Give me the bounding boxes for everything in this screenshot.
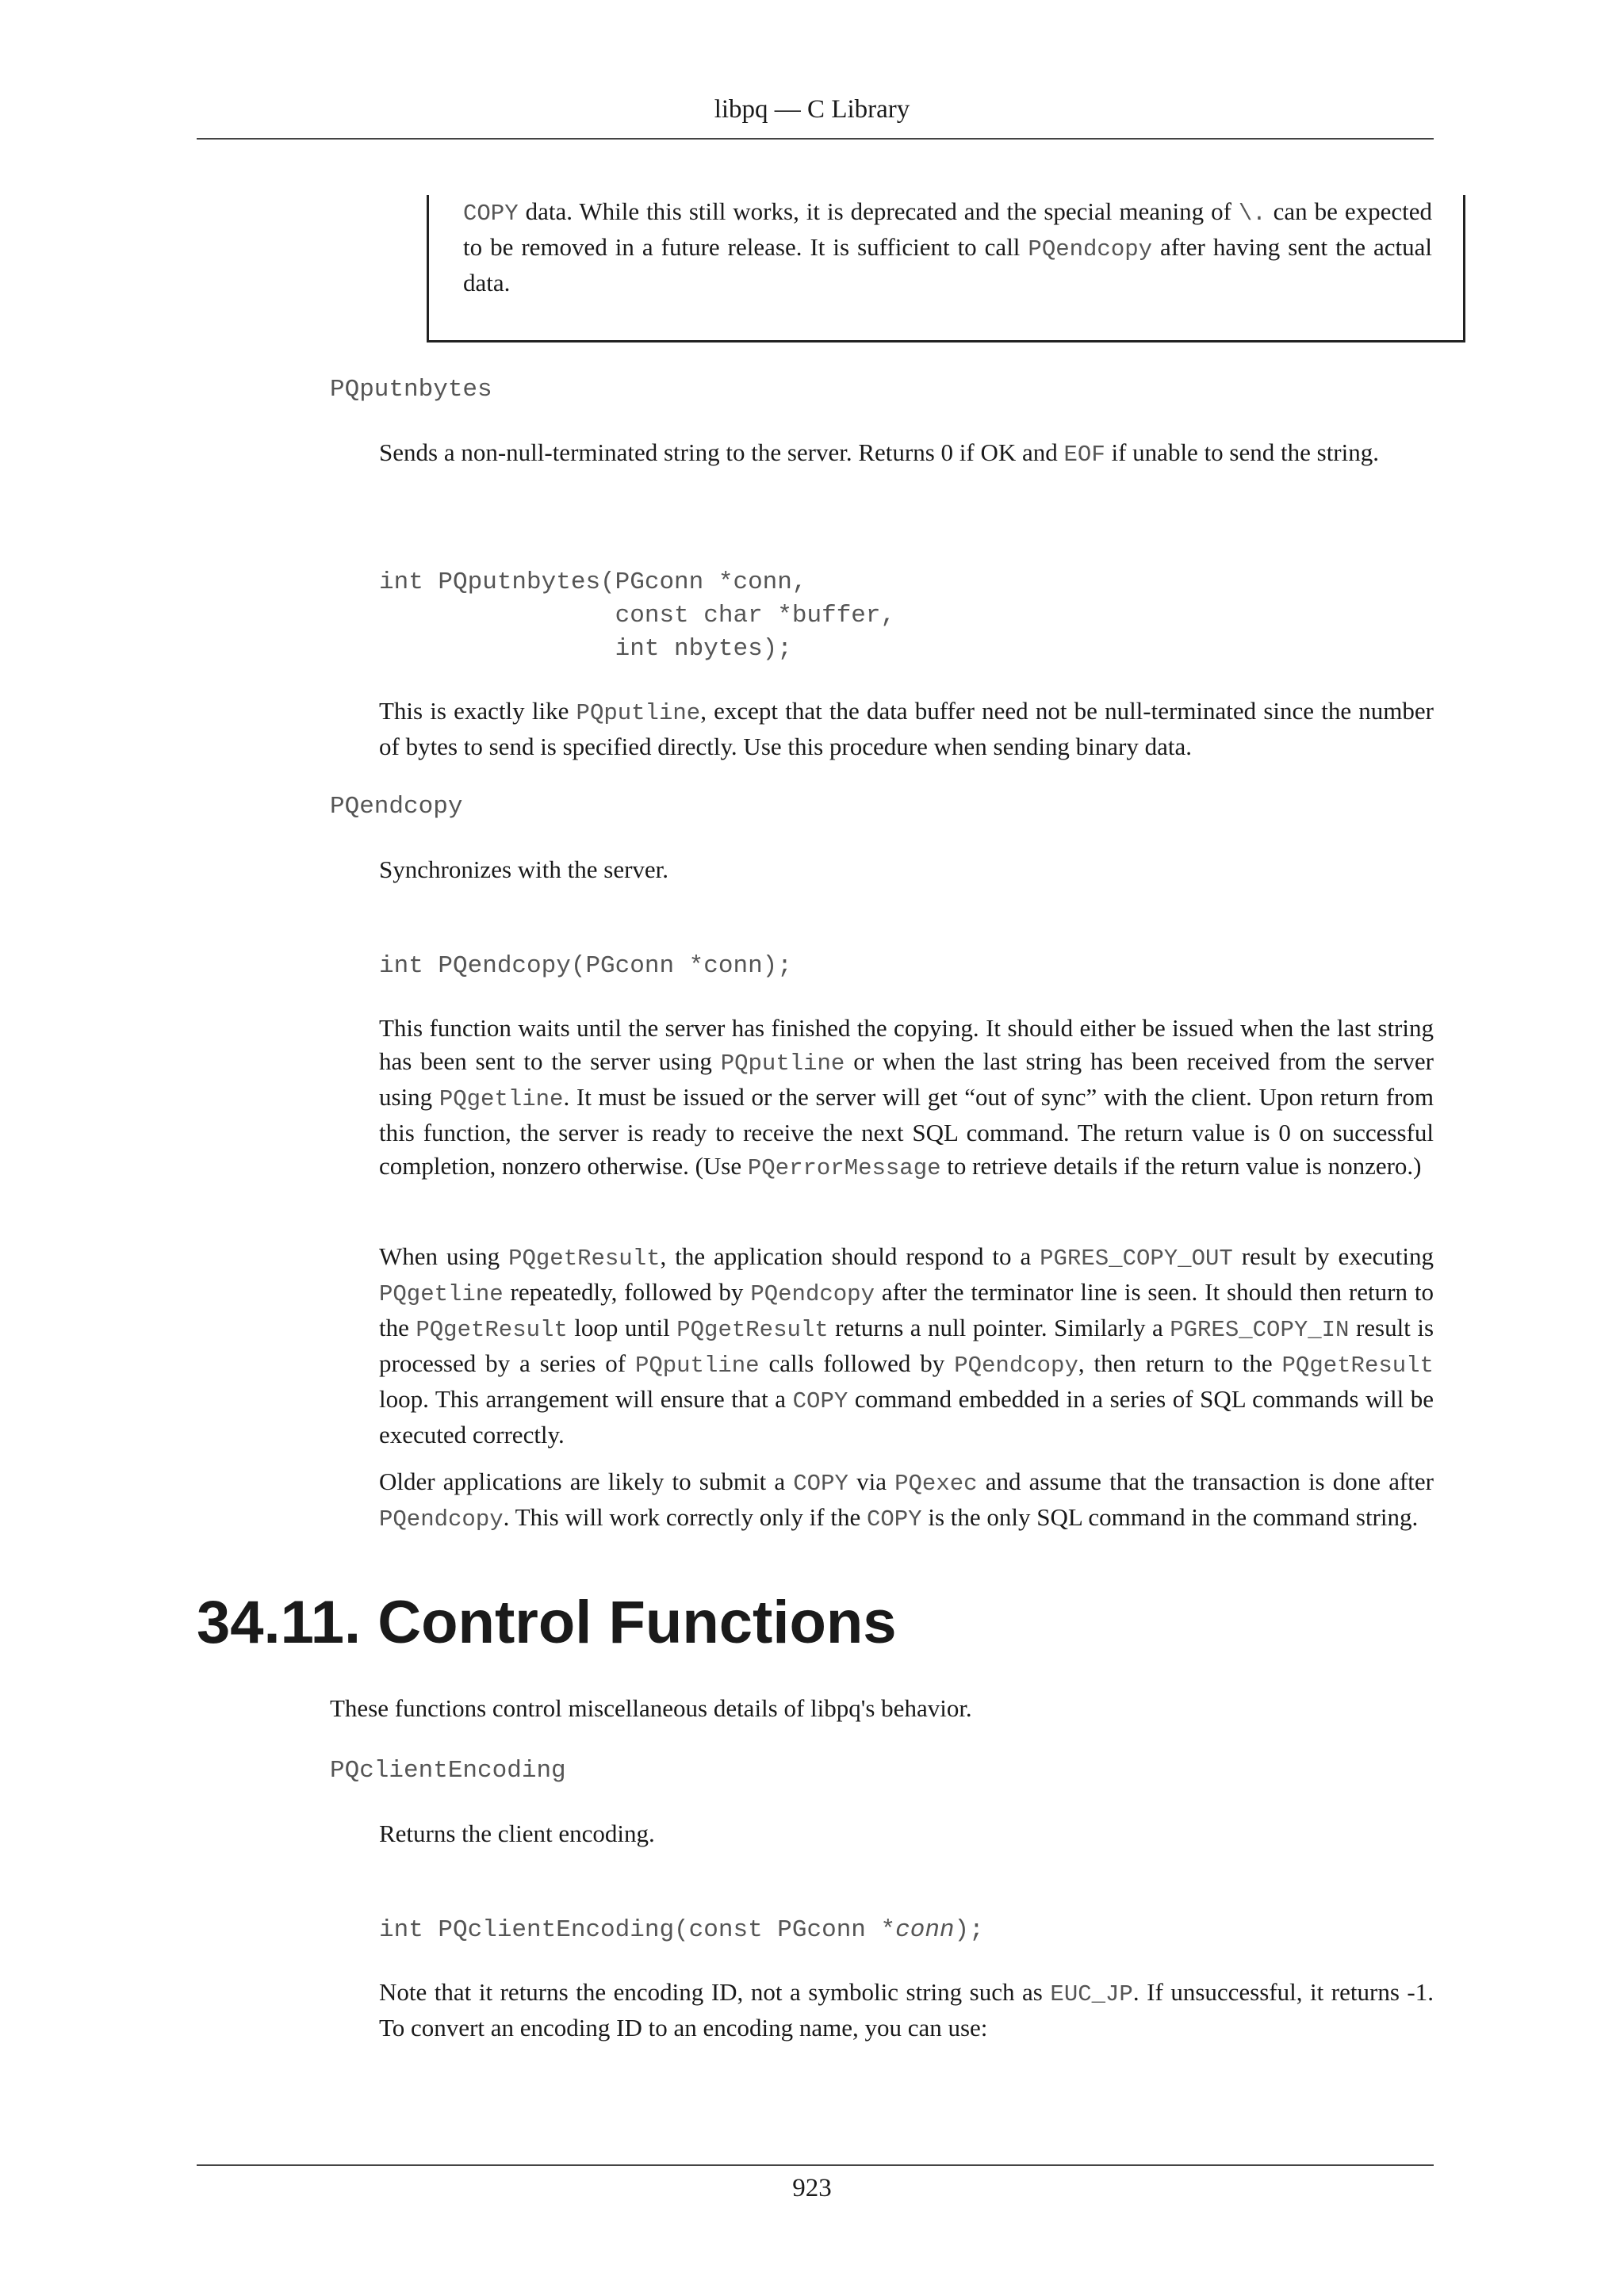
text-run: command embedded in a series of SQL commands will be executed correctly. [379, 1385, 1434, 1448]
text-run: repeatedly, followed by [503, 1278, 751, 1306]
inline-code: COPY [793, 1471, 848, 1497]
inline-code: PQputline [720, 1050, 845, 1077]
inline-code: EUC_JP [1050, 1981, 1133, 2007]
text-run: after the terminator line is seen. It should then return to the [379, 1278, 1434, 1341]
pqendcopy-description: Synchronizes with the server. [379, 855, 669, 883]
text-run: via [848, 1468, 895, 1495]
text-run: Older applications are likely to submit a [379, 1468, 794, 1495]
pqendcopy-paragraph-2 [379, 1240, 1434, 1452]
text-run: returns a null pointer. Similarly a [828, 1314, 1170, 1341]
inline-code: PGRES_COPY_OUT [1040, 1246, 1233, 1272]
inline-code: PQputline [634, 1353, 760, 1379]
pqclientencoding-note [379, 1976, 1434, 2045]
text-run: can be expected to be removed in a future release. It is sufficient to call [463, 197, 1432, 261]
text-run: loop. This arrangement will ensure that a [379, 1385, 793, 1413]
note-text [463, 195, 1432, 300]
section-heading: 34.11. Control Functions [197, 1589, 897, 1656]
pqclientencoding-description: Returns the client encoding. [379, 1820, 655, 1847]
inline-code: PQgetline [379, 1281, 504, 1307]
param-conn: conn [895, 1916, 955, 1944]
pqendcopy-paragraph-1 [379, 1012, 1434, 1185]
text-run: This function waits until the server has finished the copying. It should either be issued when the last string has been sent to the server using [379, 1014, 1434, 1075]
text-run: result is processed by a series of [379, 1314, 1434, 1377]
inline-code: PQerrorMessage [747, 1155, 941, 1181]
inline-code: PQgetResult [508, 1246, 661, 1272]
pqputnbytes-description [379, 436, 1434, 472]
text-run: loop until [567, 1314, 677, 1341]
pqputnbytes-detail [379, 695, 1434, 763]
text-run: and assume that the transaction is done after [977, 1468, 1434, 1495]
pqclientencoding-signature: int PQclientEncoding(const PGconn *conn); [379, 1916, 984, 1944]
pqputnbytes-signature: int PQputnbytes(PGconn *conn, const char *buffer, int nbytes); [379, 568, 896, 663]
text-run: Sends a non-null-terminated string to the server. Returns 0 if OK and [379, 438, 1064, 466]
inline-code: PQputline [576, 700, 701, 726]
running-header: libpq — C Library [714, 95, 910, 124]
text-run: calls followed by [759, 1349, 955, 1377]
text-run: . If unsuccessful, it returns -1. To convert an encoding ID to an encoding name, you can use: [379, 1978, 1434, 2042]
inline-code: PQendcopy [1028, 236, 1153, 262]
inline-code: COPY [866, 1506, 922, 1533]
inline-code: \. [1238, 201, 1266, 227]
text-run: Note that it returns the encoding ID, not a symbolic string such as [379, 1978, 1051, 2006]
inline-code: PQendcopy [750, 1281, 875, 1307]
text-run: , except that the data buffer need not be null-terminated since the number of bytes to send is specified directly. Use this procedure when sending binary data. [379, 697, 1434, 760]
text-run: , the application should respond to a [660, 1242, 1040, 1270]
term-pqclientencoding: PQclientEncoding [330, 1757, 566, 1785]
inline-code: PQendcopy [954, 1353, 1078, 1379]
text-run: after having sent the actual data. [463, 233, 1432, 297]
inline-code: PQgetline [439, 1086, 564, 1112]
text-run: to retrieve details if the return value is nonzero.) [940, 1152, 1422, 1180]
text-run: if unable to send the string. [1105, 438, 1379, 466]
text-run: result by executing [1232, 1242, 1434, 1270]
inline-code: PQgetResult [676, 1317, 829, 1343]
text-run: data. While this still works, it is deprecated and the special meaning of [518, 197, 1239, 225]
inline-code: COPY [792, 1388, 848, 1414]
text-run: When using [379, 1242, 509, 1270]
inline-code: COPY [463, 201, 519, 227]
inline-code: PQgetResult [1281, 1353, 1434, 1379]
inline-code: EOF [1063, 442, 1105, 468]
text-run: This is exactly like [379, 697, 576, 725]
text-run: . It must be issued or the server will get “out of sync” with the client. Upon return from this function, the server is ready to receive the next SQL command. The return value is 0 on successful completion, nonzero otherwise. (Use [379, 1083, 1434, 1180]
inline-code: PGRES_COPY_IN [1170, 1317, 1350, 1343]
text-run: is the only SQL command in the command string. [921, 1503, 1419, 1531]
pqendcopy-signature: int PQendcopy(PGconn *conn); [379, 952, 792, 980]
text-run: or when the last string has been received from the server using [379, 1047, 1434, 1111]
header-rule [197, 138, 1434, 140]
inline-code: PQexec [894, 1471, 978, 1497]
inline-code: PQendcopy [379, 1506, 504, 1533]
text-run: , then return to the [1078, 1349, 1282, 1377]
page-number: 923 [792, 2174, 832, 2202]
footer-rule [197, 2164, 1434, 2166]
section-intro: These functions control miscellaneous details of libpq's behavior. [330, 1694, 972, 1722]
pqendcopy-paragraph-3 [379, 1465, 1434, 1536]
term-pqputnbytes: PQputnbytes [330, 376, 492, 404]
term-pqendcopy: PQendcopy [330, 793, 463, 821]
inline-code: PQgetResult [416, 1317, 568, 1343]
text-run: . This will work correctly only if the [503, 1503, 867, 1531]
